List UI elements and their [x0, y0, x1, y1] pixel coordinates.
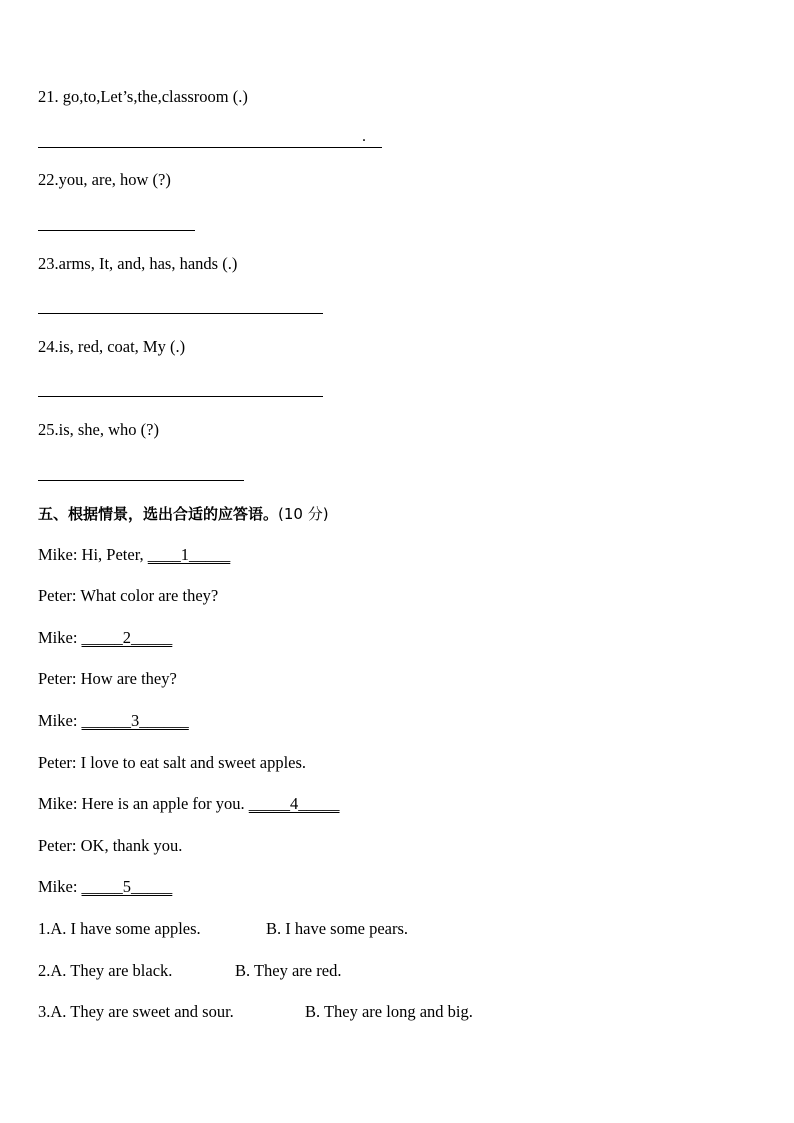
option-b-3[interactable]: B. They are long and big. — [305, 1002, 473, 1021]
option-b-1[interactable]: B. I have some pears. — [266, 919, 409, 938]
answer-line-period: . — [362, 128, 366, 145]
answer-blank-5[interactable]: _____5_____ — [81, 877, 173, 896]
section-title: 五、根据情景，选出合适的应答语。 — [38, 505, 279, 523]
dialogue-line — [38, 669, 177, 689]
answer-line-24[interactable] — [38, 396, 323, 397]
question-23 — [38, 254, 237, 274]
answer-line-21[interactable] — [38, 147, 382, 148]
option-a-2[interactable]: 2.A. They are black. — [38, 961, 173, 980]
option-b-2[interactable]: B. They are red. — [235, 961, 342, 980]
speaker: Peter: — [38, 836, 77, 855]
answer-line-23[interactable] — [38, 313, 323, 314]
dialogue-text: How are they? — [80, 669, 177, 688]
section-score: (10 分) — [278, 505, 329, 523]
dialogue-line — [38, 586, 218, 606]
answer-blank-2[interactable]: _____2_____ — [81, 628, 173, 647]
speaker: Mike: — [38, 711, 78, 730]
question-number: 25 — [38, 420, 55, 439]
answer-line-25[interactable] — [38, 480, 244, 481]
question-24 — [38, 337, 185, 357]
question-25 — [38, 420, 159, 440]
speaker: Mike: — [38, 545, 78, 564]
dialogue-text: Hi, Peter, — [81, 545, 148, 564]
section-heading — [38, 503, 329, 524]
dialogue-line — [38, 794, 340, 814]
option-a-1[interactable]: 1.A. I have some apples. — [38, 919, 201, 938]
answer-line-22[interactable] — [38, 230, 195, 231]
dialogue-text: I love to eat salt and sweet apples. — [80, 753, 307, 772]
question-text: . go,to,Let’s,the,classroom (.) — [54, 87, 248, 106]
question-number: 24 — [38, 337, 55, 356]
speaker: Peter: — [38, 753, 77, 772]
question-22 — [38, 170, 171, 190]
question-21 — [38, 87, 248, 107]
dialogue-text: What color are they? — [80, 586, 219, 605]
answer-blank-4[interactable]: _____4_____ — [248, 794, 340, 813]
speaker: Peter: — [38, 669, 77, 688]
dialogue-line — [38, 836, 182, 856]
speaker: Mike: — [38, 628, 78, 647]
question-text: .is, she, who (?) — [54, 420, 159, 439]
speaker: Mike: — [38, 794, 78, 813]
question-number: 23 — [38, 254, 55, 273]
dialogue-line — [38, 628, 172, 648]
speaker: Mike: — [38, 877, 78, 896]
dialogue-text: OK, thank you. — [80, 836, 183, 855]
dialogue-line — [38, 753, 306, 773]
question-number: 22 — [38, 170, 55, 189]
answer-blank-1[interactable]: ____1_____ — [147, 545, 231, 564]
dialogue-line — [38, 545, 230, 565]
dialogue-line — [38, 711, 189, 731]
question-text: .arms, It, and, has, hands (.) — [54, 254, 238, 273]
question-text: .is, red, coat, My (.) — [54, 337, 186, 356]
dialogue-line — [38, 877, 172, 897]
question-text: .you, are, how (?) — [54, 170, 171, 189]
speaker: Peter: — [38, 586, 77, 605]
answer-blank-3[interactable]: ______3______ — [81, 711, 189, 730]
option-a-3[interactable]: 3.A. They are sweet and sour. — [38, 1002, 234, 1021]
question-number: 21 — [38, 87, 55, 106]
dialogue-text: Here is an apple for you. — [81, 794, 249, 813]
